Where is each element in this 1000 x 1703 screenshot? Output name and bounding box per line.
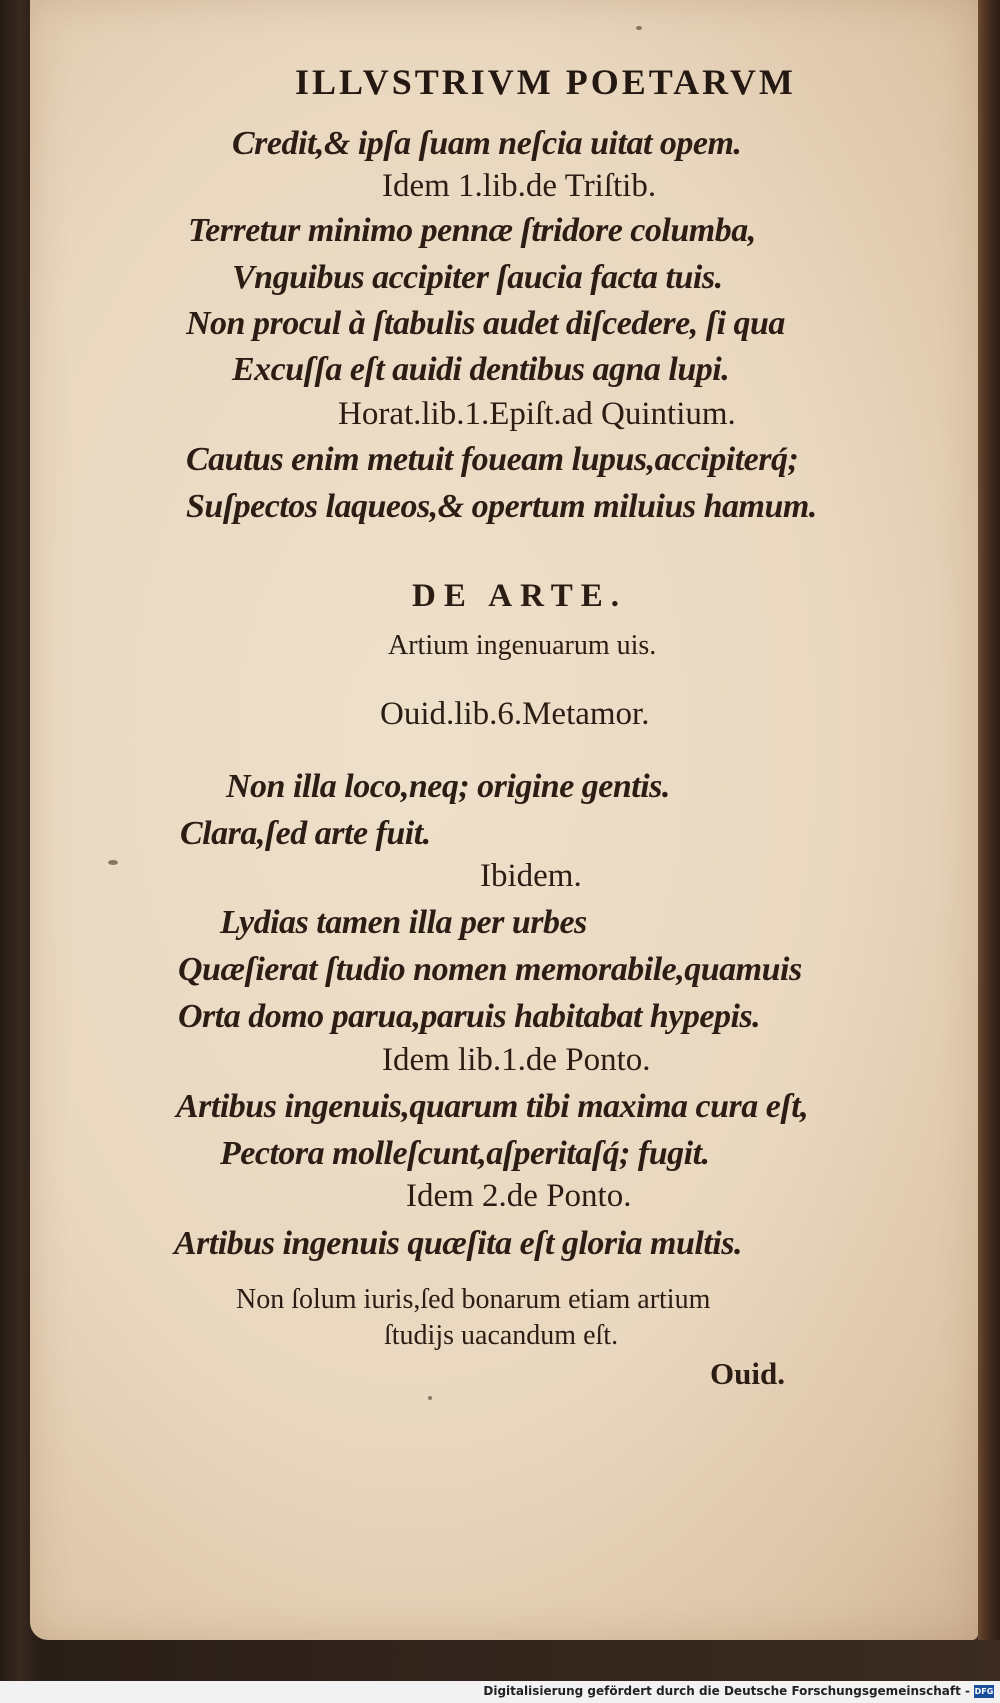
running-head: ILLVSTRIVM POETARVM: [295, 62, 796, 102]
verse-line: Non procul à ſtabulis audet diſcedere, ſi qua: [186, 305, 785, 342]
verse-line: Quæſierat ſtudio nomen memorabile,quamuis: [178, 951, 802, 988]
verse-line: Clara,ſed arte fuit.: [180, 815, 431, 852]
section-title: DE ARTE.: [412, 578, 628, 614]
citation-line: Ibidem.: [480, 858, 582, 894]
ink-spot: [428, 1396, 432, 1400]
verse-line: Artibus ingenuis quæſita eſt gloria multis.: [174, 1225, 742, 1262]
verse-line: Vnguibus accipiter ſaucia facta tuis.: [232, 259, 723, 296]
citation-line: Idem 2.de Ponto.: [406, 1178, 632, 1214]
digitization-footer: [0, 1681, 1000, 1703]
citation-line: Horat.lib.1.Epiſt.ad Quintium.: [338, 396, 736, 432]
verse-line: Artibus ingenuis,quarum tibi maxima cura eſt,: [176, 1088, 809, 1125]
footer-credit: Digitalisierung gefördert durch die Deutsche Forschungsgemeinschaft -: [483, 1684, 970, 1698]
verse-line: Terretur minimo pennæ ſtridore columba,: [188, 212, 756, 249]
verse-line: Cautus enim metuit foueam lupus,accipiterq́;: [186, 441, 799, 478]
section-subtitle: Artium ingenuarum uis.: [388, 630, 657, 661]
prose-line: Non ſolum iuris,ſed bonarum etiam artium: [236, 1284, 711, 1315]
citation-line: Ouid.lib.6.Metamor.: [380, 696, 650, 732]
verse-line: Suſpectos laqueos,& opertum miluius hamum.: [186, 488, 817, 525]
citation-line: Idem lib.1.de Ponto.: [382, 1042, 651, 1078]
dfg-logo: DFG: [974, 1687, 994, 1696]
verse-line: Credit,& ipſa ſuam neſcia uitat opem.: [232, 125, 742, 162]
verse-line: Excuſſa eſt auidi dentibus agna lupi.: [232, 351, 730, 388]
verse-line: Lydias tamen illa per urbes: [220, 904, 587, 941]
catchword: Ouid.: [710, 1356, 785, 1391]
prose-line: ſtudijs uacandum eſt.: [384, 1320, 619, 1351]
citation-line: Idem 1.lib.de Triſtib.: [382, 168, 657, 204]
verse-line: Non illa loco,neq; origine gentis.: [226, 768, 670, 805]
ink-spot: [636, 26, 642, 30]
verse-line: Orta domo parua,paruis habitabat hypepis.: [178, 998, 761, 1035]
ink-spot: [108, 860, 118, 865]
verse-line: Pectora molleſcunt,aſperitaſq́; fugit.: [220, 1135, 710, 1172]
